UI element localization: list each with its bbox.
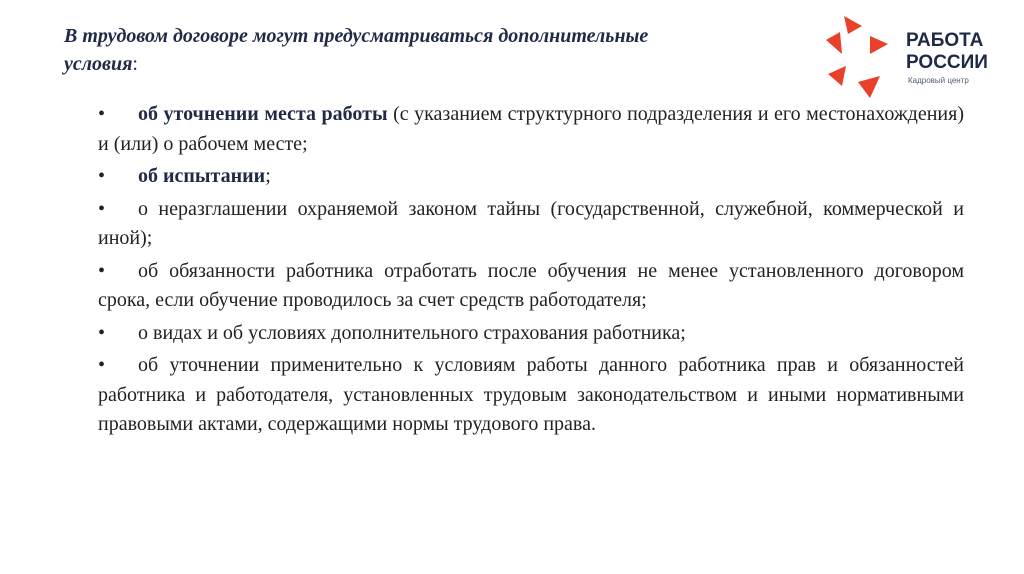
bullet-text: о неразглашении охраняемой законом тайны (государственной, служебной, коммерческой и иной); <box>98 197 964 249</box>
bullet-text: ; <box>265 165 271 187</box>
logo-subtitle: Кадровый центр <box>908 76 969 85</box>
bullet-text: об обязанности работника отработать после обучения не менее установленного договором срока, если обучение проводилось за счет средств работодателя; <box>98 259 964 311</box>
list-item <box>98 195 964 254</box>
logo-line-1: РАБОТА <box>906 30 984 51</box>
bullet-marker: • <box>98 354 106 376</box>
rabota-rossii-logo <box>822 14 1012 104</box>
bullet-text: (с указанием структурного подразделения и его местонахождения) и (или) о рабочем месте; <box>98 103 964 155</box>
bullet-marker: • <box>98 165 106 187</box>
heading-text: В трудовом договоре могут предусматриваться дополнительные условия <box>64 25 649 75</box>
bullet-marker: • <box>98 259 106 282</box>
slide-heading <box>64 22 704 78</box>
bullet-bold-text: об уточнении места работы <box>138 103 388 125</box>
bullet-bold-text: об испытании <box>138 165 266 187</box>
logo-arrows-icon <box>822 14 902 104</box>
bullet-marker: • <box>98 197 106 220</box>
bullet-text: об уточнении применительно к условиям работы данного работника прав и обязанностей работника и работодателя, установленных трудовым законодательством и иными нормативными правовыми актами, содержащими нормы трудового права. <box>98 354 964 435</box>
list-item <box>98 351 964 440</box>
bullet-marker: • <box>98 321 106 344</box>
heading-colon: : <box>132 53 138 75</box>
list-item <box>98 100 964 159</box>
logo-title <box>906 30 988 74</box>
bullet-marker: • <box>98 103 106 125</box>
bullet-text: о видах и об условиях дополнительного страхования работника; <box>138 321 686 344</box>
list-item <box>98 162 964 192</box>
list-item <box>98 257 964 316</box>
conditions-list <box>98 100 964 443</box>
list-item <box>98 319 964 349</box>
logo-line-2: РОССИИ <box>906 52 988 73</box>
